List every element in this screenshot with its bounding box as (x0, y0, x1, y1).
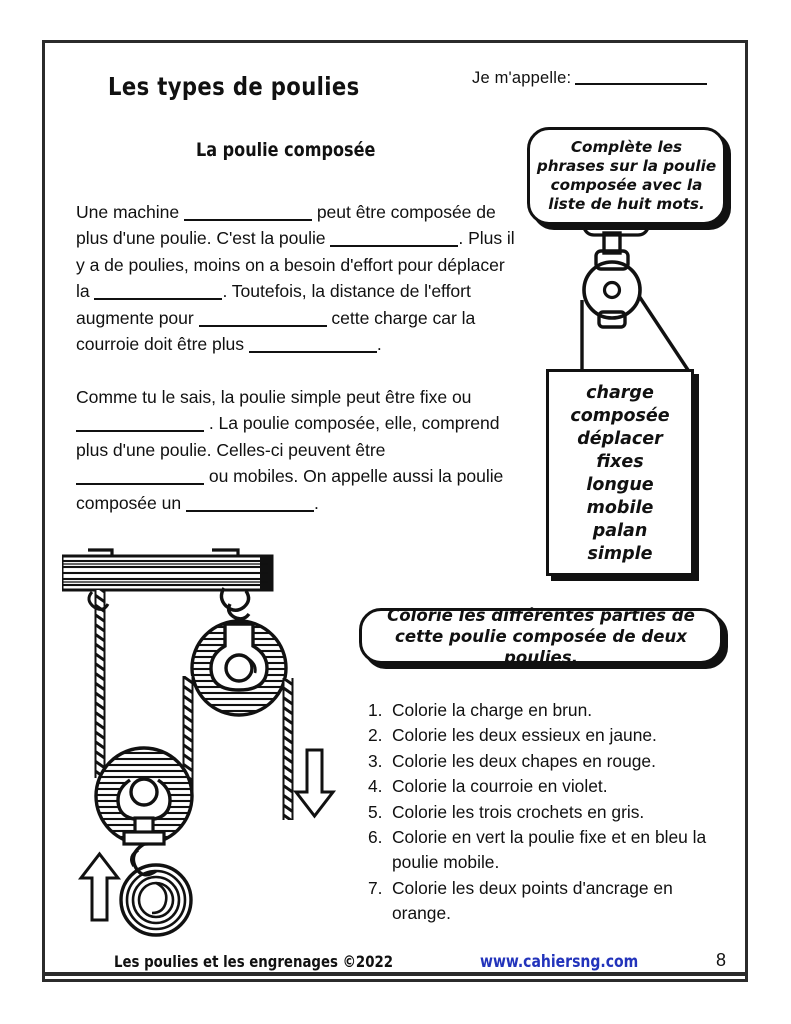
p2-seg2: . La poulie composée, elle, comprend plus d'une poulie. Celles-ci peuvent être (76, 413, 500, 460)
list-item-text: Colorie la courroie en violet. (392, 776, 608, 797)
p2-seg1: Comme tu le sais, la poulie simple peut être fixe ou (76, 387, 472, 407)
list-item-text: Colorie en vert la poulie fixe et en bleu la poulie mobile. (392, 827, 707, 873)
compound-pulley-diagram-icon (62, 528, 372, 940)
list-item-number: 3. (368, 750, 383, 771)
list-item-number: 6. (368, 827, 383, 848)
up-arrow-icon (81, 854, 118, 920)
list-item-text: Colorie les deux points d'ancrage en orange. (392, 877, 673, 924)
p1-seg1: Une machine (76, 202, 180, 222)
word-list-item: simple (587, 543, 653, 564)
rope-right-effort (284, 678, 293, 820)
list-item (368, 749, 718, 774)
name-field[interactable] (472, 69, 707, 88)
p1-seg2: peut être composée de plus d'une poulie. C'est la poulie (76, 202, 496, 249)
compound-pulley-illustration (62, 528, 372, 940)
footer-title: Les poulies et les engrenages ©2022 (114, 953, 394, 971)
page-title: Les types de poulies (108, 72, 360, 101)
p2-seg3: ou mobiles. On appelle aussi la poulie composée un (76, 466, 504, 513)
list-item (368, 800, 718, 825)
list-item-number: 7. (368, 877, 383, 898)
list-item-text: Colorie les deux chapes en rouge. (392, 750, 656, 771)
name-input-blank[interactable] (575, 83, 707, 85)
p1-seg3: . Plus il y a de poulies, moins on a besoin d'effort pour déplacer la (76, 228, 515, 302)
list-item-number: 2. (368, 725, 383, 746)
footer-divider (42, 972, 748, 976)
footer-url[interactable]: www.cahiersng.com (480, 952, 639, 971)
beam (62, 556, 272, 590)
word-list-item: déplacer (577, 428, 663, 449)
list-item (368, 825, 718, 876)
paragraph-one (76, 199, 518, 357)
list-item (368, 774, 718, 799)
fill-blank-7[interactable] (76, 483, 204, 485)
instruction-bubble-colorie (359, 605, 723, 667)
name-field-label: Je m'appelle: (472, 69, 572, 87)
p1-seg5: cette charge car la courroie doit être plus (76, 307, 476, 355)
page-number: 8 (716, 950, 727, 970)
charge-load (121, 865, 191, 935)
instruction-bubble-complete-text: Complète les phrases sur la poulie composée avec la liste de huit mots. (536, 138, 717, 213)
essieu-mobile (131, 779, 157, 805)
word-list-item: longue (586, 474, 654, 495)
hook-top (221, 588, 249, 619)
list-item-text: Colorie la charge en brun. (392, 700, 593, 720)
fill-blank-4[interactable] (199, 325, 327, 327)
rope-left (96, 590, 105, 778)
word-list-item: charge (586, 382, 654, 403)
colorie-instructions-list (368, 698, 718, 927)
fill-blank-1[interactable] (184, 219, 312, 221)
word-list-item: mobile (586, 497, 654, 518)
paragraph-two (76, 384, 518, 516)
instruction-bubble-complete (527, 127, 726, 225)
p1-seg4: . Toutefois, la distance de l'effort augmente pour (76, 281, 471, 328)
p1-seg6: . (376, 334, 382, 355)
word-list-item: palan (592, 520, 648, 541)
list-item (368, 698, 718, 723)
list-item (368, 876, 718, 927)
list-item (368, 723, 718, 748)
word-list-box (546, 369, 694, 576)
word-list-item: fixes (596, 451, 644, 472)
down-arrow-icon (296, 750, 333, 816)
fill-blank-5[interactable] (249, 351, 377, 353)
page-subtitle: La poulie composée (196, 139, 376, 161)
list-item-text: Colorie les deux essieux en jaune. (392, 725, 657, 746)
essieu-fixed (226, 655, 252, 681)
fixed-pulley (192, 621, 286, 715)
instruction-bubble-colorie-text: Colorie les différentes parties de cette poulie composée de deux poulies. (387, 605, 695, 667)
hanging-pulley-icon (556, 222, 736, 382)
list-item-number: 4. (368, 776, 383, 797)
p2-seg4: . (313, 492, 319, 513)
list-item-number: 5. (368, 801, 383, 822)
fill-blank-2[interactable] (330, 245, 458, 247)
mobile-pulley (96, 748, 192, 844)
hanging-pulley-illustration (556, 222, 736, 382)
list-item-text: Colorie les trois crochets en gris. (392, 801, 645, 822)
list-item-number: 1. (368, 700, 383, 720)
word-list-item: composée (570, 405, 670, 426)
fill-blank-6[interactable] (76, 430, 204, 432)
fill-blank-3[interactable] (94, 298, 222, 300)
fill-blank-8[interactable] (186, 510, 314, 512)
